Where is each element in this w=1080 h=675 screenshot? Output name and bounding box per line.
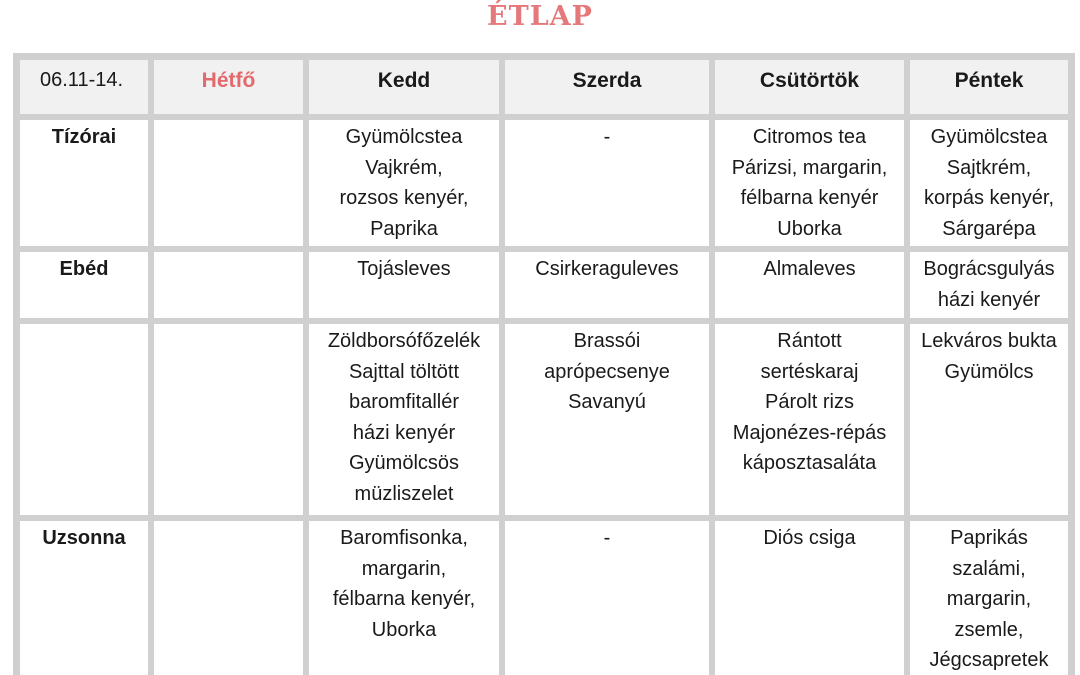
meal-label (17, 321, 151, 518)
menu-item-line: Diós csiga (763, 527, 856, 549)
menu-item-line: Citromos tea (752, 126, 867, 148)
date-range: 06.11-14. (17, 57, 151, 117)
row-uzsonna (17, 518, 1071, 675)
menu-item-line: Vajkrém, (365, 156, 443, 179)
menu-item-line: Zöldborsófőzelék (327, 330, 481, 352)
menu-cell-monday (151, 117, 306, 249)
menu-cell-wednesday (502, 518, 712, 675)
menu-item-line: Párizsi, margarin, (731, 156, 888, 179)
menu-item-line: - (603, 527, 611, 549)
menu-item-line: Paprika (370, 217, 438, 240)
menu-cell-thursday (712, 117, 907, 249)
menu-cell-wednesday (502, 117, 712, 249)
menu-cell-thursday (712, 518, 907, 675)
menu-cell-tuesday (306, 518, 502, 675)
menu-item-line: sertéskaraj (760, 360, 859, 383)
menu-item-line: Gyümölcstea (345, 126, 463, 148)
meal-label: Tízórai (17, 117, 151, 249)
row-tizorai (17, 117, 1071, 249)
menu-item-line: Almaleves (763, 258, 856, 280)
menu-item-line: margarin, (361, 557, 447, 580)
menu-item-line: korpás kenyér, (923, 187, 1055, 209)
row-ebed-soup (17, 249, 1071, 321)
day-header-tuesday: Kedd (306, 57, 502, 117)
row-ebed-main (17, 321, 1071, 518)
menu-cell-friday (907, 518, 1071, 675)
menu-cell-monday (151, 518, 306, 675)
menu-cell-friday (907, 117, 1071, 249)
menu-item-line: Baromfisonka, (340, 527, 468, 549)
menu-item-line: Csirkeraguleves (535, 258, 679, 280)
menu-item-line: Párolt rizs (765, 391, 854, 413)
menu-cell-monday (151, 321, 306, 518)
menu-item-line: Sajttal töltött (348, 360, 460, 383)
menu-item-line: Gyümölcstea (930, 126, 1048, 148)
menu-cell-tuesday (306, 321, 502, 518)
day-header-friday: Péntek (907, 57, 1071, 117)
menu-item-line: szalámi, (952, 557, 1026, 580)
menu-item-line: Rántott (777, 330, 842, 352)
menu-item-line: müzliszelet (354, 482, 454, 505)
menu-item-line: káposztasaláta (742, 452, 877, 474)
day-header-thursday: Csütörtök (712, 57, 907, 117)
menu-item-line: Bográcsgulyás (923, 258, 1055, 280)
meal-label: Ebéd (17, 249, 151, 321)
menu-cell-friday (907, 321, 1071, 518)
meal-label: Uzsonna (17, 518, 151, 675)
menu-item-line: Savanyú (568, 391, 646, 413)
menu-item-line: Paprikás (950, 527, 1028, 549)
menu-item-line: félbarna kenyér, (332, 588, 476, 610)
menu-item-line: Sárgarépa (942, 217, 1036, 240)
page-title: ÉTLAP (487, 1, 593, 32)
menu-item-line: Majonézes-répás (732, 421, 887, 444)
menu-item-line: margarin, (946, 588, 1032, 610)
menu-item-line: házi kenyér (352, 421, 456, 444)
menu-item-line: Gyümölcs (944, 360, 1034, 383)
menu-item-line: Lekváros bukta (921, 330, 1057, 352)
menu-item-line: Brassói (573, 330, 641, 352)
menu-cell-wednesday (502, 249, 712, 321)
header-row (17, 57, 1071, 117)
menu-item-line: zsemle, (954, 618, 1024, 641)
menu-cell-tuesday (306, 249, 502, 321)
weekly-menu-table (13, 53, 1075, 675)
menu-item-line: Sajtkrém, (946, 156, 1032, 179)
menu-item-line: Tojásleves (357, 258, 451, 280)
day-header-monday: Hétfő (151, 57, 306, 117)
menu-item-line: Uborka (777, 217, 842, 240)
menu-cell-thursday (712, 321, 907, 518)
menu-item-line: - (603, 126, 611, 148)
menu-item-line: rozsos kenyér, (339, 187, 469, 209)
menu-item-line: aprópecsenye (544, 360, 670, 383)
menu-item-line: baromfitallér (348, 391, 460, 413)
menu-cell-wednesday (502, 321, 712, 518)
day-header-wednesday: Szerda (502, 57, 712, 117)
menu-item-line: Jégcsapretek (929, 649, 1049, 671)
menu-cell-friday (907, 249, 1071, 321)
menu-cell-tuesday (306, 117, 502, 249)
menu-cell-monday (151, 249, 306, 321)
menu-item-line: Gyümölcsös (348, 452, 460, 474)
menu-cell-thursday (712, 249, 907, 321)
menu-item-line: félbarna kenyér (740, 187, 879, 209)
menu-item-line: Uborka (371, 618, 437, 641)
menu-item-line: házi kenyér (937, 288, 1041, 311)
